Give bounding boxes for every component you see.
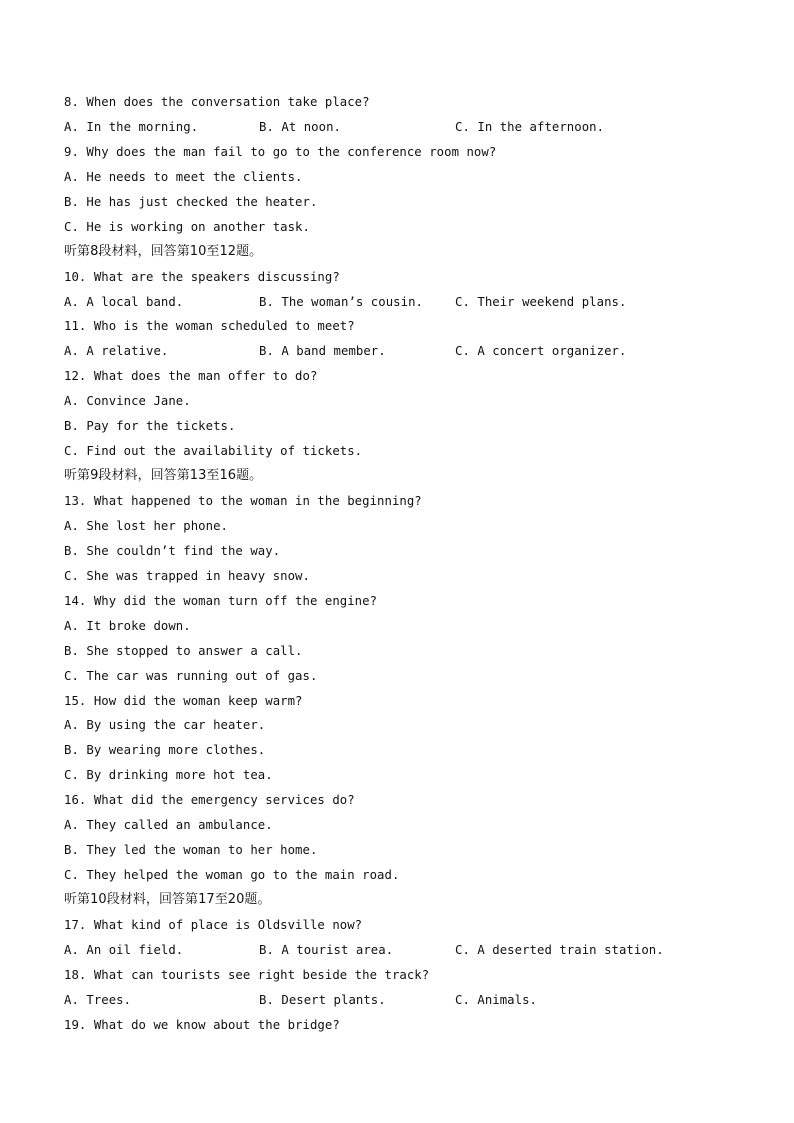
answer-option: A. It broke down. (64, 618, 191, 633)
answer-option: C. They helped the woman go to the main road. (64, 868, 400, 883)
question-text: 11. Who is the woman scheduled to meet? (64, 319, 355, 334)
answer-option: A. She lost her phone. (64, 518, 228, 533)
answer-option: B. At noon. (259, 119, 341, 134)
answer-option: A. By using the car heater. (64, 718, 266, 733)
answer-option: B. A tourist area. (259, 942, 394, 957)
answer-option: B. Desert plants. (259, 992, 386, 1007)
section-instruction: 听第8段材料，回答第10至12题。 (64, 243, 263, 259)
answer-option: A. Trees. (64, 992, 132, 1007)
answer-option: A. Convince Jane. (64, 394, 191, 409)
answer-option: A. An oil field. (64, 942, 184, 957)
answer-options-row (64, 938, 764, 963)
answer-option: B. By wearing more clothes. (64, 743, 266, 758)
answer-option: C. The car was running out of gas. (64, 668, 318, 683)
answer-options-row (64, 115, 764, 140)
answer-option: C. In the afternoon. (455, 119, 605, 134)
section-instruction: 听第9段材料，回答第13至16题。 (64, 468, 263, 484)
answer-option: B. He has just checked the heater. (64, 194, 318, 209)
answer-option: A. A local band. (64, 294, 184, 309)
answer-option: A. They called an ambulance. (64, 818, 273, 833)
answer-option: B. Pay for the tickets. (64, 419, 236, 434)
question-text: 9. Why does the man fail to go to the conference room now? (64, 144, 497, 159)
answer-options-row (64, 290, 764, 315)
answer-option: B. They led the woman to her home. (64, 843, 318, 858)
answer-option: B. She couldn’t find the way. (64, 543, 281, 558)
answer-option: C. Find out the availability of tickets. (64, 444, 363, 459)
question-text: 8. When does the conversation take place? (64, 95, 370, 109)
answer-option: C. He is working on another task. (64, 219, 310, 234)
question-text: 17. What kind of place is Oldsville now? (64, 917, 363, 932)
answer-option: C. She was trapped in heavy snow. (64, 568, 310, 583)
answer-option: B. The woman’s cousin. (259, 294, 423, 309)
question-text: 19. What do we know about the bridge? (64, 1017, 340, 1032)
question-text: 13. What happened to the woman in the beginning? (64, 494, 422, 508)
question-text: 14. Why did the woman turn off the engine? (64, 593, 378, 608)
answer-option: B. A band member. (259, 344, 386, 359)
answer-option: C. A deserted train station. (455, 942, 664, 957)
answer-options-row (64, 988, 764, 1013)
answer-option: A. In the morning. (64, 119, 199, 134)
answer-options-row (64, 339, 764, 364)
question-text: 10. What are the speakers discussing? (64, 269, 340, 284)
answer-option: C. Animals. (455, 992, 537, 1007)
answer-option: C. Their weekend plans. (455, 294, 627, 309)
question-text: 12. What does the man offer to do? (64, 369, 318, 384)
answer-option: B. She stopped to answer a call. (64, 643, 303, 658)
answer-option: A. A relative. (64, 344, 169, 359)
question-text: 15. How did the woman keep warm? (64, 693, 303, 708)
question-text: 18. What can tourists see right beside the track? (64, 967, 430, 982)
answer-option: A. He needs to meet the clients. (64, 169, 303, 184)
exam-page (64, 90, 764, 1038)
section-instruction: 听第10段材料，回答第17至20题。 (64, 892, 271, 907)
answer-option: C. By drinking more hot tea. (64, 768, 273, 783)
answer-option: C. A concert organizer. (455, 344, 627, 359)
question-text: 16. What did the emergency services do? (64, 793, 355, 808)
